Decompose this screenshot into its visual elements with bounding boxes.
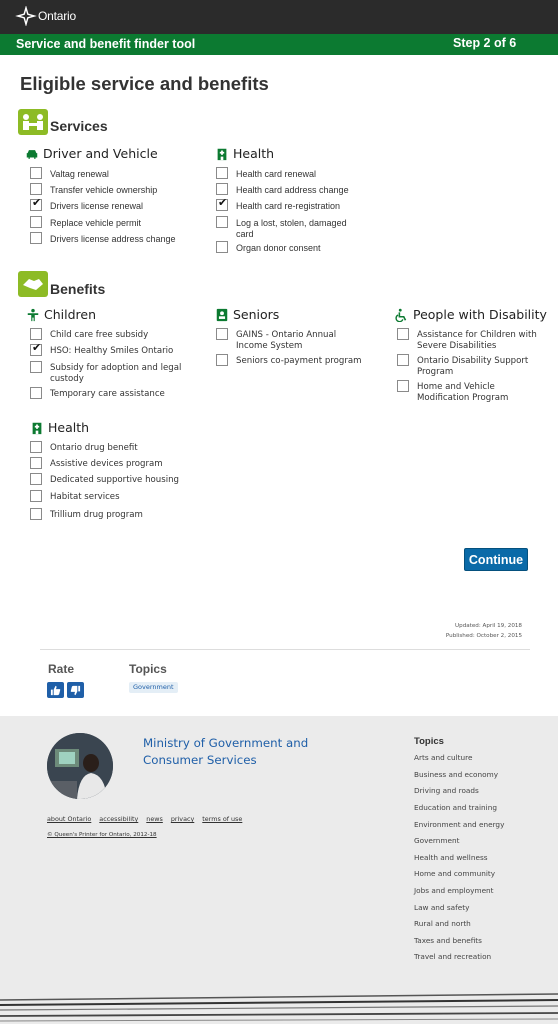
checkbox-label: Habitat services [50, 492, 120, 502]
footer-topic-link[interactable]: Driving and roads [414, 786, 479, 795]
checkbox-label: Home and Vehicle Modification Program [417, 382, 509, 403]
checkbox-transfer-vehicle-ownership[interactable] [30, 185, 157, 196]
checkbox-drivers-license-address-change[interactable] [30, 234, 176, 245]
checkbox-label: Drivers license address change [50, 234, 176, 244]
checkbox-dedicated-supportive-housing[interactable] [30, 475, 179, 486]
thumbs-down-icon [70, 685, 81, 696]
continue-button[interactable]: Continue [464, 548, 528, 571]
trillium-logo-icon [15, 6, 37, 26]
footer-links [47, 815, 242, 823]
footer-topic-link[interactable]: Home and community [414, 869, 496, 878]
checkbox-label: Assistance for Children with Severe Disabilities [417, 330, 537, 351]
benefits-health-heading [30, 420, 89, 435]
checkbox-ontario-drug-benefit[interactable] [30, 443, 138, 454]
child-icon [26, 308, 40, 322]
checkbox-label: Subsidy for adoption and legal custody [50, 363, 182, 384]
tool-banner [0, 34, 558, 55]
checkbox-label: Drivers license renewal [50, 201, 144, 211]
logo-text: Ontario [38, 9, 76, 23]
checkbox[interactable] [30, 361, 42, 373]
footer-topic-link[interactable]: Arts and culture [414, 753, 473, 762]
ministry-name[interactable]: Ministry of Government and Consumer Services [143, 736, 309, 767]
checkbox-label: GAINS - Ontario Annual Income System [236, 330, 337, 351]
checkbox-replace-vehicle-permit[interactable] [30, 218, 141, 229]
checkbox[interactable] [30, 183, 42, 195]
checkbox-valtag-renewal[interactable] [30, 169, 109, 180]
divider [40, 649, 530, 650]
checkbox-label: Child care free subsidy [50, 330, 149, 340]
checkbox-healthy-smiles-ontario[interactable] [30, 346, 173, 357]
checkbox[interactable] [397, 354, 409, 366]
rate-label: Rate [48, 662, 75, 676]
checkbox-label: HSO: Healthy Smiles Ontario [50, 346, 174, 356]
checkbox-seniors-co-payment[interactable] [216, 356, 362, 367]
thumbs-up-icon [50, 685, 61, 696]
thumbs-down-button[interactable] [67, 682, 84, 698]
checkbox-label: Dedicated supportive housing [50, 475, 179, 485]
checkbox-health-card-renewal[interactable] [216, 169, 316, 180]
disability-heading [395, 307, 547, 322]
footer-link-privacy[interactable]: privacy [170, 815, 195, 823]
footer-topic-link[interactable]: Jobs and employment [414, 886, 494, 895]
checkbox-label: Trillium drug program [50, 510, 143, 520]
services-health-heading [215, 146, 274, 161]
checkbox-label: Health card address change [236, 185, 349, 195]
page-title: Eligible service and benefits [20, 73, 269, 94]
checkbox[interactable] [397, 380, 409, 392]
checkbox[interactable] [216, 241, 228, 253]
checkbox-checked[interactable] [30, 344, 42, 356]
footer-topic-link[interactable]: Travel and recreation [414, 952, 492, 961]
hospital-icon [30, 421, 44, 435]
checkbox-label: Health card renewal [236, 169, 317, 179]
checkbox[interactable] [30, 457, 42, 469]
checkbox-label: Valtag renewal [50, 169, 109, 179]
checkbox[interactable] [30, 508, 42, 520]
checkbox-assistive-devices[interactable] [30, 459, 163, 470]
checkbox[interactable] [216, 167, 228, 179]
services-heading: Services [50, 118, 108, 134]
checkbox-label: Assistive devices program [50, 459, 163, 469]
handshake-icon [18, 271, 48, 297]
footer-link-accessibility[interactable]: accessibility [99, 815, 139, 823]
checkbox[interactable] [30, 387, 42, 399]
step-indicator: Step 2 of 6 [453, 36, 517, 50]
driver-vehicle-title: Driver and Vehicle [43, 146, 158, 161]
services-icon [18, 109, 48, 135]
footer-topic-link[interactable]: Education and training [414, 803, 497, 812]
checkbox[interactable] [30, 441, 42, 453]
footer-topic-link[interactable]: Business and economy [414, 770, 499, 779]
checkbox-temporary-care-assistance[interactable] [30, 389, 165, 400]
checkbox[interactable] [30, 328, 42, 340]
checkbox[interactable] [216, 354, 228, 366]
checkbox-home-vehicle-modification[interactable] [397, 382, 527, 403]
checkbox-subsidy-adoption[interactable] [30, 363, 190, 384]
footer-topic-link[interactable]: Taxes and benefits [414, 936, 482, 945]
senior-icon [215, 308, 229, 322]
checkbox-label: Seniors co-payment program [236, 356, 362, 366]
top-bar [0, 0, 558, 34]
checkbox[interactable] [30, 490, 42, 502]
footer-topics-heading: Topics [414, 736, 444, 747]
hospital-icon [215, 147, 229, 161]
driver-vehicle-heading [25, 146, 158, 161]
car-icon [25, 147, 39, 161]
published-date: Published: October 2, 2015 [445, 632, 522, 639]
children-title: Children [44, 307, 97, 322]
footer-topic-link[interactable]: Environment and energy [414, 820, 505, 829]
updated-date: Updated: April 19, 2018 [455, 623, 522, 629]
checkbox-trillium-drug-program[interactable] [30, 510, 143, 521]
checkbox-label: Temporary care assistance [50, 389, 165, 399]
checkbox-label: Organ donor consent [236, 243, 321, 253]
checkbox-label: Log a lost, stolen, damaged card [236, 218, 347, 239]
footer-topic-link[interactable]: Rural and north [414, 919, 471, 928]
children-heading [26, 307, 96, 322]
checkbox-label: Ontario drug benefit [50, 443, 138, 453]
checkbox-child-care-free-subsidy[interactable] [30, 330, 148, 341]
footer-topic-link[interactable]: Health and wellness [414, 853, 488, 862]
checkbox-organ-donor-consent[interactable] [216, 243, 321, 254]
checkbox-label: Health card re-registration [236, 201, 341, 211]
footer-link-news[interactable]: news [146, 815, 163, 823]
checkbox[interactable] [216, 183, 228, 195]
benefits-health-title: Health [48, 420, 90, 435]
checkbox-drivers-license-renewal[interactable] [30, 201, 143, 212]
checkbox[interactable] [30, 473, 42, 485]
checkbox-label: Ontario Disability Support Program [417, 356, 529, 377]
checkbox[interactable] [30, 167, 42, 179]
checkbox-assistance-children-disabilities[interactable] [397, 330, 547, 351]
footer-stripes [0, 992, 558, 1024]
seniors-title: Seniors [233, 307, 280, 322]
ontario-logo[interactable] [15, 6, 76, 26]
copyright[interactable]: © Queen's Printer for Ontario, 2012-18 [47, 832, 157, 838]
thumbs-up-button[interactable] [47, 682, 64, 698]
checkbox-checked[interactable] [216, 199, 228, 211]
benefits-heading: Benefits [50, 281, 106, 297]
footer-topic-link[interactable]: Law and safety [414, 903, 470, 912]
checkbox-health-card-re-registration[interactable] [216, 201, 340, 212]
checkbox[interactable] [30, 232, 42, 244]
checkbox-label: Transfer vehicle ownership [50, 185, 158, 195]
checkbox[interactable] [216, 328, 228, 340]
checkbox-habitat-services[interactable] [30, 492, 120, 503]
disability-title: People with Disability [413, 307, 547, 322]
tool-title: Service and benefit finder tool [16, 37, 196, 51]
wheelchair-icon [395, 308, 409, 322]
checkbox-checked[interactable] [30, 199, 42, 211]
topics-label: Topics [129, 662, 167, 676]
checkbox[interactable] [30, 216, 42, 228]
topic-tag-government[interactable]: Government [129, 682, 178, 693]
checkbox-gains[interactable] [216, 330, 356, 351]
ministry-photo [47, 733, 113, 799]
checkbox[interactable] [216, 216, 228, 228]
checkbox-health-card-address-change[interactable] [216, 185, 349, 196]
checkbox-odsp[interactable] [397, 356, 537, 377]
footer-link-about[interactable]: about Ontario [47, 815, 92, 823]
checkbox-label: Replace vehicle permit [50, 218, 142, 228]
footer-link-terms[interactable]: terms of use [202, 815, 243, 823]
seniors-heading [215, 307, 279, 322]
footer-topic-link[interactable]: Government [414, 836, 460, 845]
page-dates [446, 622, 522, 641]
checkbox-log-lost-card[interactable] [216, 218, 356, 239]
checkbox[interactable] [397, 328, 409, 340]
services-health-title: Health [233, 146, 275, 161]
